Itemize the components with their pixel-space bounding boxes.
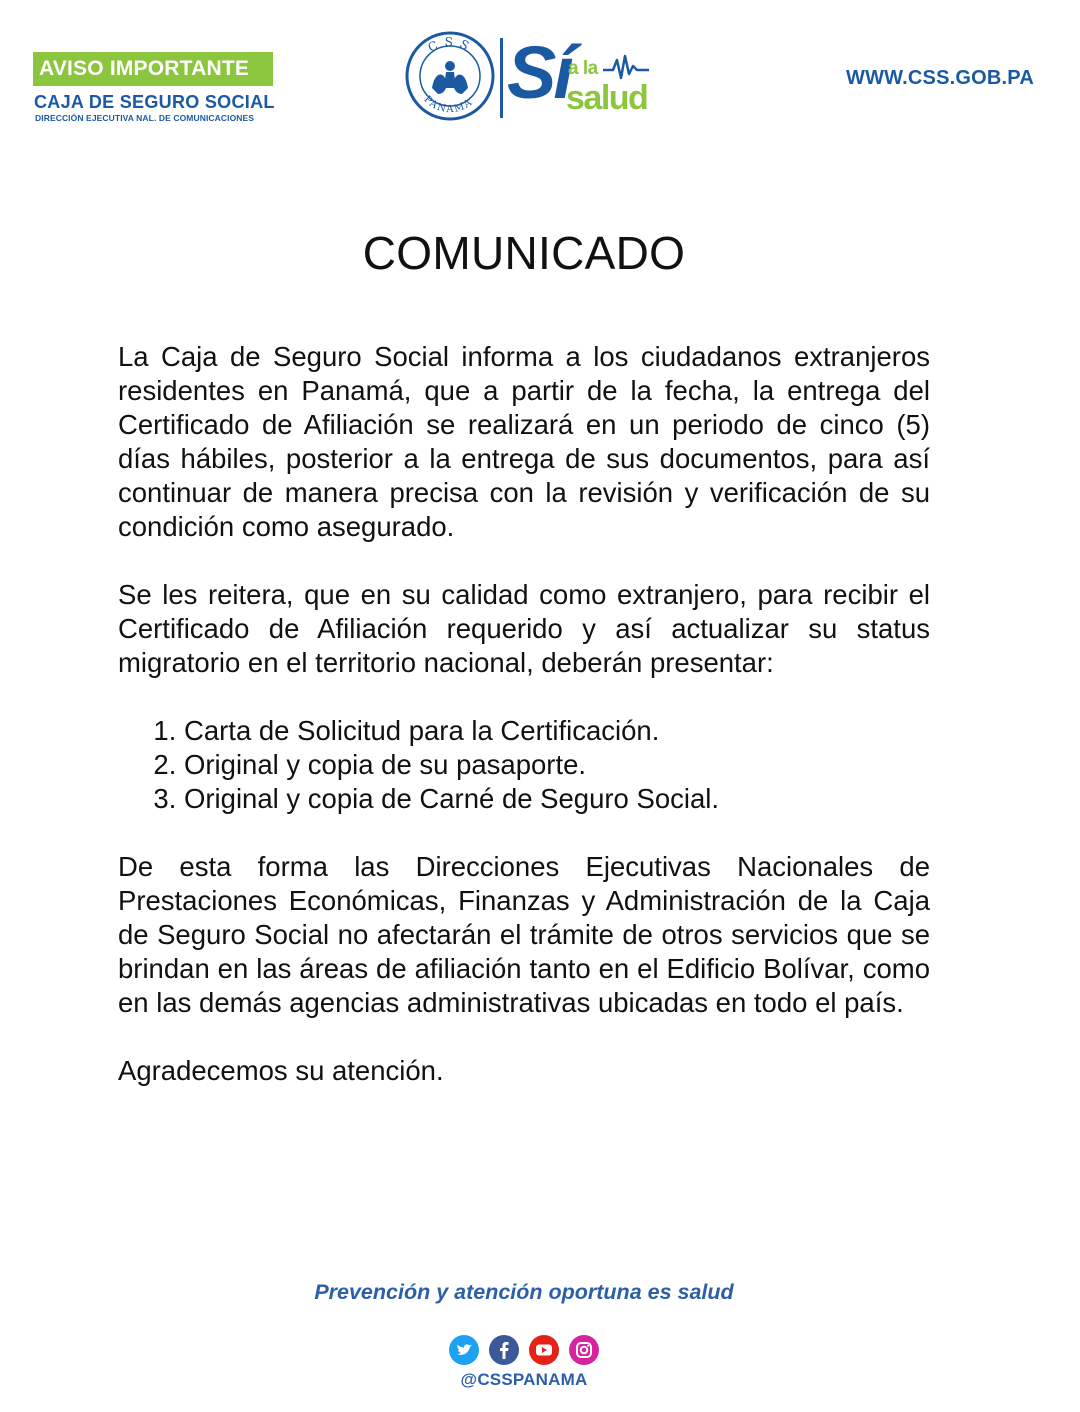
- seal-top-text: CSS: [425, 34, 477, 57]
- css-seal-logo: [404, 30, 496, 122]
- campaign-si-mark: Sí: [507, 31, 571, 114]
- paragraph-directions: De esta forma las Direcciones Ejecutivas Nacionales de Prestaciones Económicas, Finanzas y Administración de la Caja de Seguro Social no afectarán el trámite de otros servicios que se brindan en las áreas de afiliación tanto en el Edificio Bolívar, como en las demás agencias administrativas ubicadas en todo el país.: [118, 851, 930, 1018]
- twitter-icon[interactable]: [448, 1334, 480, 1366]
- list-item: 3. Original y copia de Carné de Seguro Social.: [184, 782, 930, 816]
- website-url: WWW.CSS.GOB.PA: [846, 67, 1034, 89]
- closing-line: Agradecemos su atención.: [118, 1055, 444, 1086]
- organization-department: DIRECCIÓN EJECUTIVA NAL. DE COMUNICACIONES: [35, 113, 255, 123]
- paragraph-requirements-intro: Se les reitera, que en su calidad como extranjero, para recibir el Certificado de Afiliación requerido y así actualizar su status migratorio en el territorio nacional, deberán presentar:: [118, 579, 930, 678]
- instagram-icon[interactable]: [568, 1334, 600, 1366]
- social-handle: @CSSPANAMA: [460, 1370, 588, 1389]
- youtube-icon[interactable]: [528, 1334, 560, 1366]
- requirements-list: [118, 714, 930, 816]
- list-item: 1. Carta de Solicitud para la Certificación.: [184, 714, 930, 748]
- list-item: 2. Original y copia de su pasaporte.: [184, 748, 930, 782]
- footer-slogan: Prevención y atención oportuna es salud: [314, 1280, 734, 1304]
- seal-bottom-text: PANAMA: [421, 94, 476, 116]
- social-icons-row: [448, 1334, 608, 1370]
- document-title: COMUNICADO: [362, 227, 686, 279]
- aviso-importante-badge: AVISO IMPORTANTE: [33, 52, 273, 86]
- organization-name: CAJA DE SEGURO SOCIAL: [34, 92, 275, 112]
- logo-divider: [500, 38, 503, 118]
- document-body: [118, 340, 930, 1088]
- letterhead: [0, 0, 1080, 150]
- campaign-ala-text: a la: [568, 58, 598, 79]
- facebook-icon[interactable]: [488, 1334, 520, 1366]
- campaign-salud-text: salud: [566, 79, 648, 117]
- paragraph-intro: La Caja de Seguro Social informa a los ciudadanos extranjeros residentes en Panamá, que a partir de la fecha, la entrega del Certificado de Afiliación se realizará en un periodo de cinco (5) días hábiles, posterior a la entrega de sus documentos, para así continuar de manera precisa con la revisión y verificación de su condición como asegurado.: [118, 341, 930, 542]
